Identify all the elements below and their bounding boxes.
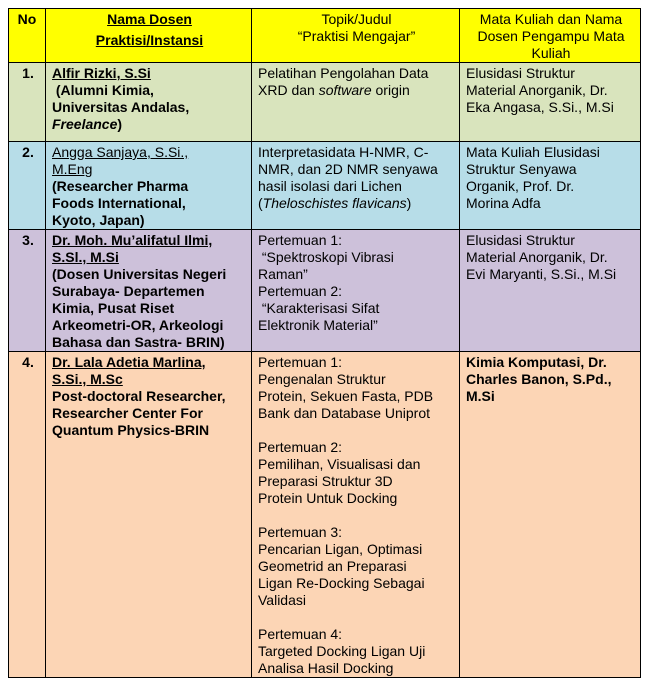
meeting-title: Pertemuan 1: xyxy=(258,354,343,370)
mk-text: Struktur Senyawa xyxy=(466,161,577,177)
topik-text: (Theloschistes flavicans) xyxy=(258,195,412,211)
mk-text: M.Si xyxy=(466,388,495,404)
mk-text: Kimia Komputasi, Dr. xyxy=(466,354,607,370)
dosen-affiliation: Universitas Andalas, xyxy=(52,99,190,115)
dosen-cell xyxy=(46,230,252,352)
header-mk-line2: Dosen Pengampu Mata xyxy=(477,28,625,44)
topik-cell xyxy=(252,230,460,352)
mk-text: Material Anorganik, Dr. xyxy=(466,82,608,98)
topik-text: “Spektroskopi Vibrasi xyxy=(261,249,394,265)
header-dosen xyxy=(46,9,252,63)
dosen-affiliation: Freelance) xyxy=(52,116,123,132)
topik-cell xyxy=(252,352,460,678)
header-topik xyxy=(252,9,460,63)
header-mata-kuliah xyxy=(460,9,641,63)
topik-text: Protein Untuk Docking xyxy=(258,490,398,506)
topik-cell xyxy=(252,63,460,142)
lecturer-table xyxy=(8,8,641,678)
dosen-name: M.Eng xyxy=(52,161,93,177)
row-number: 2. xyxy=(9,142,46,230)
table-row xyxy=(9,352,641,678)
row-number: 1. xyxy=(9,63,46,142)
spacer xyxy=(258,507,455,524)
spacer xyxy=(258,422,455,439)
topik-text: Pelatihan Pengolahan Data xyxy=(258,65,429,81)
topik-text: Pengenalan Struktur xyxy=(258,371,386,387)
table-row xyxy=(9,230,641,352)
topik-text: XRD dan software origin xyxy=(258,82,410,98)
dosen-affiliation: Foods International, xyxy=(52,195,186,211)
topik-text: Protein, Sekuen Fasta, PDB xyxy=(258,388,434,404)
header-dosen-line2: Praktisi/Instansi xyxy=(95,32,204,48)
topik-text: Interpretasidata H-NMR, C- xyxy=(258,144,429,160)
topik-text: Pemilihan, Visualisasi dan xyxy=(258,456,421,472)
table-row xyxy=(9,63,641,142)
mk-text: Eka Angasa, S.Si., M.Si xyxy=(466,99,614,115)
topik-text: Validasi xyxy=(258,592,306,608)
dosen-affiliation: Surabaya- Departemen xyxy=(52,283,205,299)
dosen-name: S.Si., M.Sc xyxy=(52,371,123,387)
dosen-affiliation: Kimia, Pusat Riset xyxy=(52,300,175,316)
row-number: 4. xyxy=(9,352,46,678)
mata-kuliah-cell xyxy=(460,230,641,352)
header-row xyxy=(9,9,641,63)
mata-kuliah-cell xyxy=(460,142,641,230)
meeting-title: Pertemuan 4: xyxy=(258,626,343,642)
dosen-name: Alfir Rizki, S.Si xyxy=(52,65,151,81)
mk-text: Organik, Prof. Dr. xyxy=(466,178,575,194)
mk-text: Charles Banon, S.Pd., xyxy=(466,371,612,387)
dosen-affiliation: Kyoto, Japan) xyxy=(52,212,145,228)
mk-text: Elusidasi Struktur xyxy=(466,232,575,248)
meeting-title: Pertemuan 2: xyxy=(258,439,343,455)
dosen-cell xyxy=(46,352,252,678)
meeting-title: Pertemuan 3: xyxy=(258,524,343,540)
header-mk-line3: Kuliah xyxy=(531,45,571,61)
header-topik-line1: Topik/Judul xyxy=(321,11,392,27)
topik-text: Geometrid an Preparasi xyxy=(258,558,407,574)
topik-text: Raman” xyxy=(258,266,308,282)
mata-kuliah-cell xyxy=(460,63,641,142)
dosen-affiliation: Quantum Physics-BRIN xyxy=(52,422,210,438)
dosen-name: Dr. Lala Adetia Marlina, xyxy=(52,354,206,370)
mk-text: Elusidasi Struktur xyxy=(466,65,575,81)
row-number: 3. xyxy=(9,230,46,352)
dosen-cell xyxy=(46,63,252,142)
dosen-affiliation: Bahasa dan Sastra- BRIN) xyxy=(52,334,225,350)
dosen-name: S.Sl., M.Si xyxy=(52,249,119,265)
topik-text: Preparasi Struktur 3D xyxy=(258,473,393,489)
topik-text: “Karakterisasi Sifat xyxy=(261,300,380,316)
topik-text: Pencarian Ligan, Optimasi xyxy=(258,541,423,557)
topik-text: Ligan Re-Docking Sebagai xyxy=(258,575,425,591)
spacer xyxy=(258,609,455,626)
mk-text: Mata Kuliah Elusidasi xyxy=(466,144,600,160)
dosen-affiliation: Researcher Center For xyxy=(52,405,203,421)
dosen-affiliation: Post-doctoral Researcher, xyxy=(52,388,226,404)
topik-text: NMR, dan 2D NMR senyawa xyxy=(258,161,438,177)
dosen-affiliation: Arkeometri-OR, Arkeologi xyxy=(52,317,224,333)
topik-cell xyxy=(252,142,460,230)
topik-text: Elektronik Material” xyxy=(258,317,378,333)
header-no: No xyxy=(9,9,46,63)
mk-text: Evi Maryanti, S.Si., M.Si xyxy=(466,266,617,282)
topik-text: Targeted Docking Ligan Uji xyxy=(258,643,426,659)
topik-text: Pertemuan 2: xyxy=(258,283,343,299)
dosen-name: Dr. Moh. Mu’alifatul Ilmi, xyxy=(52,232,213,248)
topik-text: hasil isolasi dari Lichen xyxy=(258,178,402,194)
dosen-cell xyxy=(46,142,252,230)
header-topik-line2: “Praktisi Mengajar” xyxy=(297,28,416,44)
topik-text: Bank dan Database Uniprot xyxy=(258,405,430,421)
mk-text: Material Anorganik, Dr. xyxy=(466,249,608,265)
dosen-affiliation: (Researcher Pharma xyxy=(52,178,189,194)
dosen-affiliation: (Dosen Universitas Negeri xyxy=(52,266,227,282)
topik-text: Pertemuan 1: xyxy=(258,232,343,248)
mata-kuliah-cell xyxy=(460,352,641,678)
header-dosen-line1: Nama Dosen xyxy=(107,11,192,27)
table-row xyxy=(9,142,641,230)
header-mk-line1: Mata Kuliah dan Nama xyxy=(479,11,623,27)
mk-text: Morina Adfa xyxy=(466,195,541,211)
dosen-name: Angga Sanjaya, S.Si., xyxy=(52,144,189,160)
topik-text: Analisa Hasil Docking xyxy=(258,660,394,676)
dosen-affiliation: (Alumni Kimia, xyxy=(55,82,154,98)
